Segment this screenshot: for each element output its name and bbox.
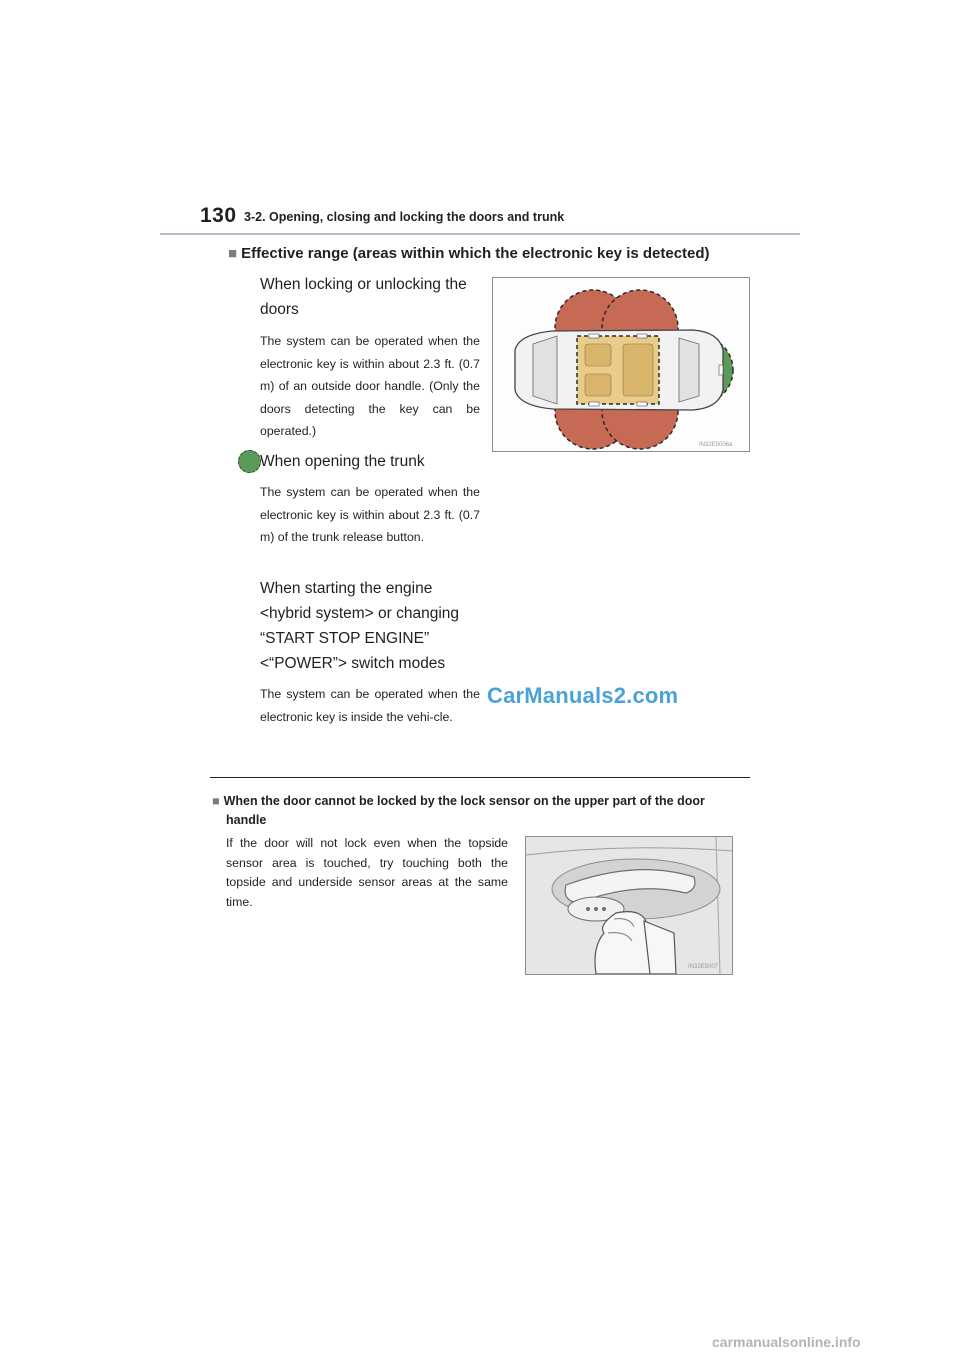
sensor-dot bbox=[594, 907, 598, 911]
footer-watermark: carmanualsonline.info bbox=[712, 1334, 861, 1350]
car-top-view-illustration bbox=[493, 278, 749, 451]
door-handle-marker bbox=[637, 402, 647, 406]
engine-subheading bbox=[260, 576, 482, 676]
sensor-dot bbox=[602, 907, 606, 911]
section-title: 3-2. Opening, closing and locking the doors and trunk bbox=[244, 210, 565, 224]
rear-window bbox=[679, 338, 699, 402]
effective-range-heading bbox=[228, 245, 710, 262]
trunk-subheading: When opening the trunk bbox=[260, 453, 425, 470]
lock-note-text: If the door will not lock even when the topside sensor area is touched, try touching both the topside and underside sensor areas at the same time. bbox=[226, 836, 508, 909]
detection-range-figure bbox=[492, 277, 750, 452]
header-rule bbox=[160, 233, 800, 235]
page-number: 130 bbox=[200, 204, 237, 227]
front-right-seat bbox=[585, 374, 611, 396]
door-handle-marker bbox=[637, 334, 647, 338]
doors-subheading-line2: doors bbox=[260, 301, 299, 318]
door-handle-marker bbox=[589, 402, 599, 406]
doors-subheading-line1: When locking or unlocking the bbox=[260, 276, 467, 293]
engine-subheading-line3: “START STOP ENGINE” bbox=[260, 630, 430, 647]
door-handle-marker bbox=[589, 334, 599, 338]
trunk-description: The system can be operated when the electronic key is within about 2.3 ft. (0.7 m) of the trunk release button. bbox=[260, 485, 480, 544]
front-left-seat bbox=[585, 344, 611, 366]
lock-note-heading-line1: When the door cannot be locked by the lock sensor on the upper part of the door bbox=[223, 794, 705, 808]
square-bullet-icon: ■ bbox=[212, 794, 220, 808]
door-handle-illustration bbox=[526, 837, 732, 974]
engine-subheading-line2: <hybrid system> or changing bbox=[260, 605, 460, 622]
rear-seat bbox=[623, 344, 653, 396]
note-divider bbox=[210, 777, 750, 778]
engine-subheading-line4: <“POWER”> switch modes bbox=[260, 655, 446, 672]
effective-range-heading-text: Effective range (areas within which the electronic key is detected) bbox=[241, 245, 710, 262]
windshield bbox=[533, 336, 557, 404]
figure-id-label: IN32E5007 bbox=[688, 964, 719, 970]
trunk-area-legend-icon bbox=[238, 450, 261, 473]
door-handle-figure bbox=[525, 836, 733, 975]
watermark-logo: CarManuals2.com bbox=[487, 683, 679, 708]
doors-description: The system can be operated when the electronic key is within about 2.3 ft. (0.7 m) of an outside door handle. (Only the doors detecting the key can be operated.) bbox=[260, 334, 480, 438]
lock-note-heading-line2: handle bbox=[226, 813, 267, 827]
engine-subheading-line1: When starting the engine bbox=[260, 580, 433, 597]
lock-note-heading bbox=[212, 792, 757, 830]
doors-subheading bbox=[260, 272, 482, 322]
trunk-button-marker bbox=[719, 365, 723, 375]
square-bullet-icon: ■ bbox=[228, 245, 238, 262]
figure-id-label: IN32E5006a bbox=[699, 442, 733, 448]
sensor-dot bbox=[586, 907, 590, 911]
engine-description: The system can be operated when the electronic key is inside the vehi-cle. bbox=[260, 687, 480, 724]
